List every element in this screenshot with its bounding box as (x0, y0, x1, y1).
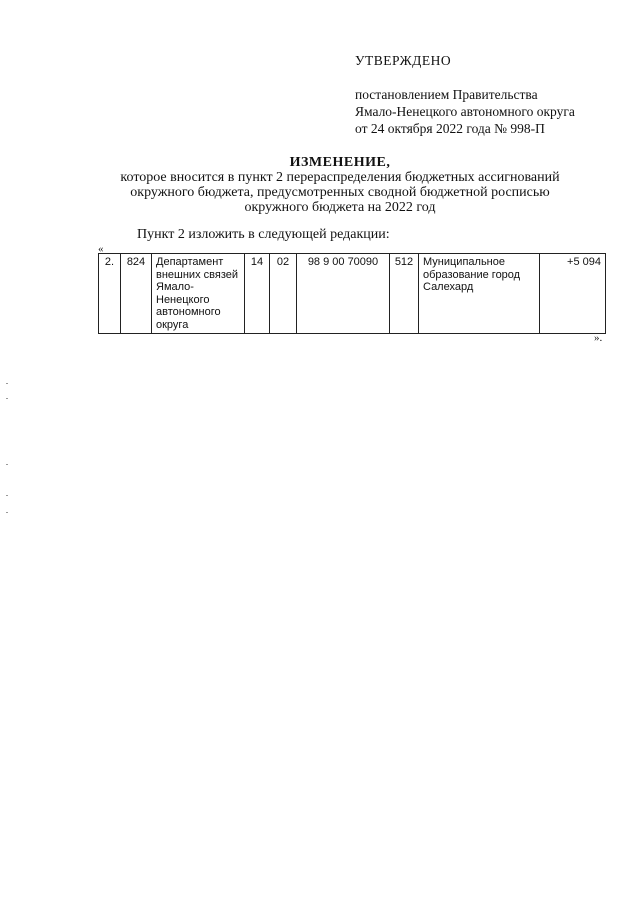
cell-amount: +5 094 (540, 254, 606, 334)
document-subtitle-3: окружного бюджета на 2022 год (244, 200, 436, 215)
cell-department: Департамент внешних связей Ямало-Ненецкого автономного округа (152, 254, 245, 334)
approval-stamp (355, 52, 625, 137)
approval-line-1: постановлением Правительства (355, 87, 538, 102)
cell-ministry-code: 824 (121, 254, 152, 334)
cell-expense-type: 512 (390, 254, 419, 334)
approval-line-2: Ямало-Ненецкого автономного округа (355, 104, 575, 119)
approval-heading: УТВЕРЖДЕНО (355, 53, 452, 68)
cell-subsection: 02 (270, 254, 297, 334)
scan-speck (6, 512, 8, 513)
table-row (99, 254, 606, 334)
document-subtitle-1: которое вносится в пункт 2 перераспределения бюджетных ассигнований (120, 170, 560, 185)
cell-recipient: Муниципальное образование город Салехард (419, 254, 540, 334)
cell-target-article: 98 9 00 70090 (297, 254, 390, 334)
scan-speck (6, 464, 8, 465)
closing-quote: ». (594, 332, 603, 344)
document-subtitle-2: окружного бюджета, предусмотренных сводной бюджетной росписью (130, 185, 550, 200)
opening-quote: « (98, 243, 104, 255)
budget-table (98, 253, 606, 334)
approval-line-3: от 24 октября 2022 года № 998-П (355, 121, 545, 136)
document-header (60, 155, 620, 215)
lead-paragraph: Пункт 2 изложить в следующей редакции: (137, 227, 390, 242)
document-title: ИЗМЕНЕНИЕ, (289, 155, 391, 170)
cell-section: 14 (245, 254, 270, 334)
scan-speck (6, 495, 8, 496)
scan-speck (6, 383, 8, 384)
scan-speck (6, 398, 8, 399)
cell-item-number: 2. (99, 254, 121, 334)
